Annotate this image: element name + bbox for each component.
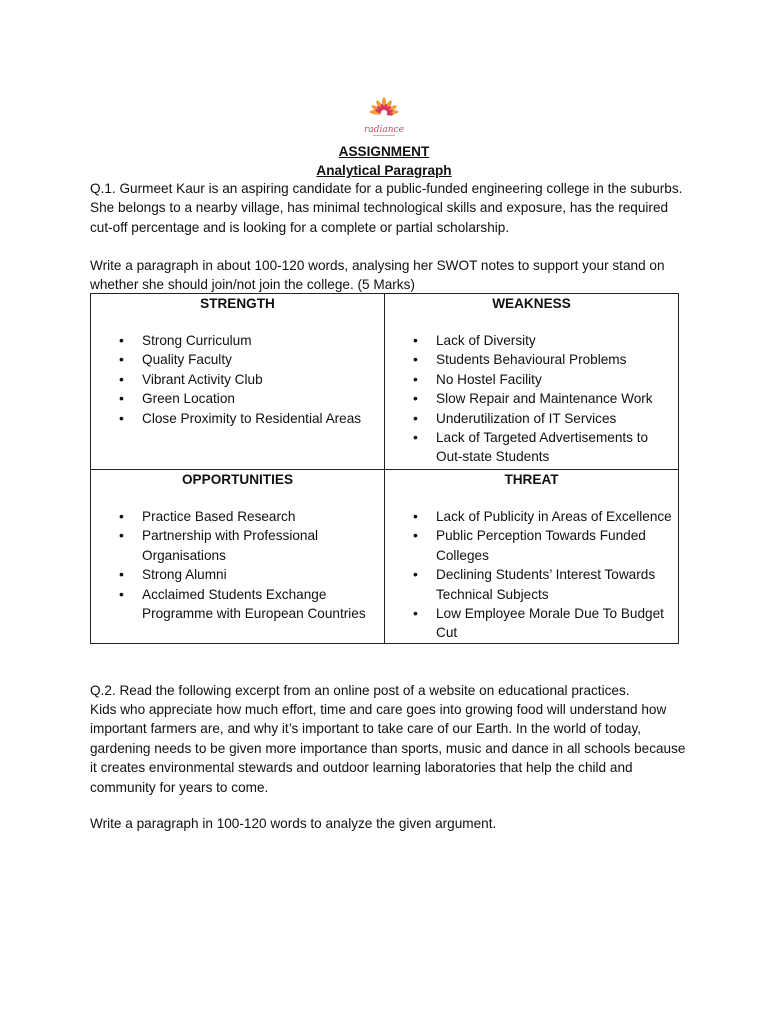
list-item: • Acclaimed Students Exchange Programme with European Countries xyxy=(142,585,380,624)
q1-task: Write a paragraph in about 100-120 words, analysing her SWOT notes to support your stand on whether she should join/not join the college. (5 Marks) xyxy=(90,258,665,293)
logo-text: radiance xyxy=(364,125,404,135)
strength-title: STRENGTH xyxy=(200,296,275,311)
list-item: • Strong Curriculum xyxy=(142,331,380,350)
list-item: • Green Location xyxy=(142,389,380,408)
list-item: • Public Perception Towards Funded Colleges xyxy=(436,526,674,565)
list-item: • Underutilization of IT Services xyxy=(436,409,674,428)
threat-title: THREAT xyxy=(504,472,559,487)
q2-task: Write a paragraph in 100-120 words to analyze the given argument. xyxy=(90,816,497,831)
weakness-list xyxy=(389,331,674,467)
list-item: • Practice Based Research xyxy=(142,507,380,526)
list-item: • Lack of Diversity xyxy=(436,331,674,350)
list-item: • Lack of Targeted Advertisements to Out-state Students xyxy=(436,428,674,467)
list-item: • Slow Repair and Maintenance Work xyxy=(436,389,674,408)
list-item: • Partnership with Professional Organisations xyxy=(142,526,380,565)
list-item: • Quality Faculty xyxy=(142,350,380,369)
list-item: • Declining Students’ Interest Towards Technical Subjects xyxy=(436,565,674,604)
radiance-logo xyxy=(358,96,410,138)
swot-row-top xyxy=(91,294,679,470)
strength-cell xyxy=(91,294,385,470)
opportunities-list xyxy=(95,507,380,623)
threat-list xyxy=(389,507,674,643)
list-item: • Close Proximity to Residential Areas xyxy=(142,409,380,428)
q2-excerpt: Kids who appreciate how much effort, time and care goes into growing food will understand how important farmers are, and why it’s important to take care of our Earth. In the world of today, gardening needs to be given more importance than sports, music and dance in all schools because it creates environmental stewards and outdoor learning laboratories that help the child and community for years to come. xyxy=(90,702,686,795)
list-item: • Low Employee Morale Due To Budget Cut xyxy=(436,604,674,643)
swot-row-bottom xyxy=(91,470,679,644)
list-item: • Lack of Publicity in Areas of Excellence xyxy=(436,507,674,526)
opportunities-title: OPPORTUNITIES xyxy=(181,472,294,487)
logo-center xyxy=(381,110,387,116)
list-item: • No Hostel Facility xyxy=(436,370,674,389)
weakness-title: WEAKNESS xyxy=(492,296,571,311)
assignment-title: ASSIGNMENT xyxy=(338,144,430,159)
q2-intro: Q.2. Read the following excerpt from an online post of a website on educational practices. xyxy=(90,683,630,698)
threat-cell xyxy=(385,470,679,644)
q1-intro: Q.1. Gurmeet Kaur is an aspiring candidate for a public-funded engineering college in the suburbs. She belongs to a nearby village, has minimal technological skills and exposure, has the required cut-off percentage and is looking for a complete or partial scholarship. xyxy=(90,181,683,235)
strength-list xyxy=(95,331,380,428)
list-item: • Vibrant Activity Club xyxy=(142,370,380,389)
swot-table xyxy=(90,293,679,644)
weakness-cell xyxy=(385,294,679,470)
opportunities-cell xyxy=(91,470,385,644)
list-item: • Students Behavioural Problems xyxy=(436,350,674,369)
assignment-subtitle: Analytical Paragraph xyxy=(316,163,452,178)
list-item: • Strong Alumni xyxy=(142,565,380,584)
